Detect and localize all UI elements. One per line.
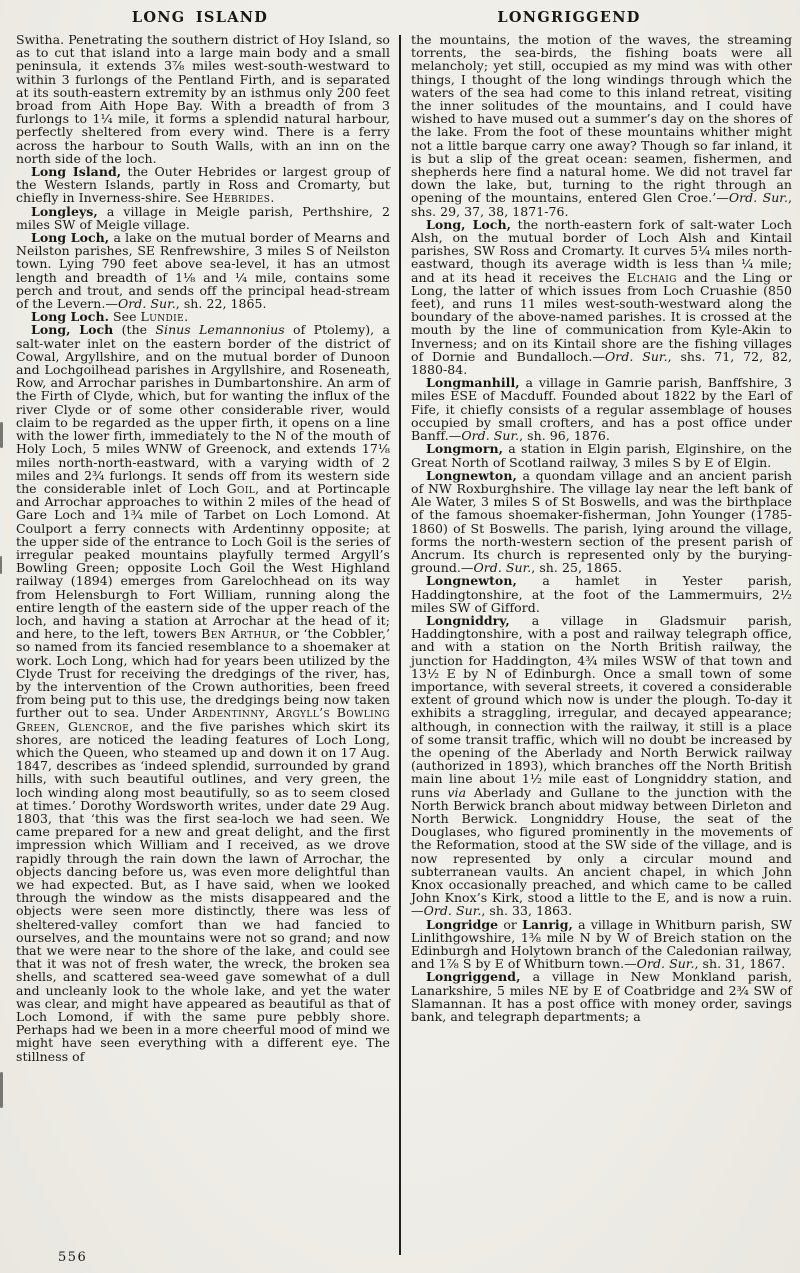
text-columns	[0, 33, 800, 1255]
entry-headword: Longmanhill,	[426, 375, 520, 391]
citation: Ord. Sur.	[473, 560, 532, 576]
citation: Ord. Sur.	[605, 348, 668, 364]
body-text: .	[184, 309, 189, 325]
entry-longridge	[411, 918, 792, 971]
body-text: a village in Whitburn parish, SW Linlithgowshire, 1⅜ mile N by W of Breich station on the Edinburgh and Holytown branch of the Caledonian railway, and 1⅞ S by E of Whitburn town.—	[411, 916, 792, 972]
body-text: the north-eastern fork of salt-water Loch Alsh, on the mutual border of Loch Alsh and Kintail parishes, SW Ross and Cromarty. It curves 5¼ miles north-eastward, though its average width is less than ¼ mile; and at its head it receives the	[411, 216, 792, 285]
body-text: a station in Elgin parish, Elginshire, on the Great North of Scotland railway, 3 miles S by E of Elgin.	[411, 441, 792, 470]
citation: Ord. Sur.	[461, 428, 520, 444]
body-text: , and the five parishes which skirt its shores, are noticed the leading features of Loch Long, which the Queen, who steamed up and down it on 17 Aug. 1847, describes as ‘indeed splendid, surrounded by grand hills, with such beautiful outlines, and very green, the loch winding along most beautifully, so as to seem closed at times.’ Dorothy Wordsworth writes, under date 29 Aug. 1803, that ‘this was the first sea-loch we had seen. We came prepared for a new and great delight, and the first impression which William and I received, as we drove rapidly through the rain down the lawn of Arrochar, the objects dancing before us, was even more delightful than we had expected. But, as I have said, when we looked through the window as the mists disappeared and the objects were seen more distinctly, there was less of sheltered-valley comfort than we had fancied to ourselves, and the mountains were not so grand; and now that we were near to the shore of the lake, and could see that it was not of fresh water, the wreck, the broken sea shells, and scattered sea-weed gave somewhat of a dull and uncleanly look to the whole lake, and yet the water was clear, and might have appeared as beautiful as that of Loch Lomond, if with the same pure pebbly shore. Perhaps had we been in a more cheerful mood of mind we might have seen everything with a different eye. The stillness of	[16, 718, 390, 1064]
body-text: the mountains, the motion of the waves, the streaming torrents, the sea-birds, the fishing boats were all melancholy; yet still, occupied as my mind was with other things, I thought of the long windings through which the waters of the sea had come to this inland retreat, visiting the inner solitudes of the mountains, and I could have wished to have mused out a summer’s day on the shores of the lake. From the foot of these mountains whither might not a little barque carry one away? Though so far inland, it is but a slip of the great ocean: seamen, fishermen, and shepherds here find a natural home. We did not travel far down the lake, but, turning to the right through an opening of the mountains, entered Glen Croe.’—	[411, 32, 792, 206]
body-text: of Ptolemy), a salt-water inlet on the eastern border of the district of Cowal, Argyllshire, and on the mutual border of Dunoon and Lochgoilhead parishes in Argyllshire, and Roseneath, Row, and Arrochar parishes in Dumbartonshire. An arm of the Firth of Clyde, which, but for wanting the influx of the river Clyde or of some other considerable river, would claim to be regarded as the upper firth, it opens on a line with the lower firth, immediately to the N of the mouth of Holy Loch, 5 miles WNW of Greenock, and extends 17⅛ miles north-north-eastward, with a varying width of 2 miles and 2¾ furlongs. It sends off from its western side the considerable inlet of Loch	[16, 322, 390, 496]
body-text: , sh. 31, 1867.	[694, 956, 786, 972]
citation: Ord. Sur.	[728, 190, 788, 206]
entry-headword: Longleys,	[31, 203, 98, 219]
entry-headword: Longnewton,	[426, 467, 517, 483]
body-text: a village in Gamrie parish, Banffshire, 3 miles ESE of Macduff. Founded about 1822 by the Earl of Fife, it chiefly consists of a regular assemblage of houses occupied by small crofters, and has a post office under Banff.—	[411, 375, 792, 444]
left-column	[0, 33, 399, 1255]
entry-longnewton-yester	[411, 574, 792, 614]
body-text: Aberlady and Gullane to the junction with the North Berwick branch about midway between Dirleton and North Berwick. Longniddry House, the seat of the Douglases, who figured prominently in the movements of the Reformation, stood at the SW side of the village, and is now represented by only a circular mound and subterranean vaults. An ancient chapel, in which John Knox occasionally preached, and which came to be called John Knox’s Kirk, stood a little to the E, and is now a ruin.—	[411, 784, 792, 919]
citation: Sinus Lemannonius	[155, 322, 285, 338]
body-text: the Outer Hebrides or largest group of the Western Islands, partly in Ross and Cromarty, but chiefly in Inverness-shire. See	[16, 164, 390, 206]
cross-reference: Hebrides	[212, 190, 271, 206]
entry-headword: Lanrig,	[522, 916, 573, 932]
body-text: .	[270, 190, 275, 206]
body-text: , sh. 22, 1865.	[175, 296, 267, 312]
cross-reference: Ben Arthur	[201, 626, 277, 642]
cross-reference: Elchaig	[626, 269, 677, 285]
running-head-left: LONG ISLAND	[131, 9, 269, 26]
citation: Ord. Sur.	[117, 296, 176, 312]
entry-longmanhill	[411, 376, 792, 442]
body-text: Switha. Penetrating the southern district of Hoy Island, so as to cut that island into a large main body and a small peninsula, it extends 3⅞ miles west-south-westward to within 3 furlongs of the Pentland Firth, and is separated at its south-eastern extremity by an isthmus only 200 feet broad from Aith Hope Bay. With a breadth of from 3 furlongs to 1¼ mile, it forms a splendid natural harbour, perfectly sheltered from every wind. There is a ferry across the harbour to South Walls, with an inn on the north side of the loch.	[16, 32, 390, 166]
page-number: 556	[58, 1250, 88, 1265]
body-text: , sh. 25, 1865.	[531, 560, 623, 576]
entry-longleys	[16, 205, 390, 231]
continuation-loch-long-quote	[411, 33, 792, 218]
body-text: , and at Portincaple and Arrochar approaches to within 2 miles of the head of Gare Loch and 1¾ mile of Tarbet on Loch Lomond. At Coulport a ferry connects with Ardentinny opposite; at the upper side of the entrance to Loch Goil is the series of irregular peaked mountains playfully termed Argyll’s Bowling Green; opposite Loch Goil the West Highland railway (1894) emerges from Garelochhead on its way from Helensburgh to Fort William, running along the entire length of the eastern side of the upper reach of the loch, and having a station at Arrochar at the head of it; and here, to the left, towers	[16, 480, 390, 642]
entry-headword: Longriggend,	[426, 969, 521, 985]
entry-longnewton-roxburghshire	[411, 469, 792, 575]
body-text: , or ‘the Cobbler,’ so named from its fancied resemblance to a shoemaker at work. Loch Long, which had for years been utilized by the Clyde Trust for receiving the dredgings of the river, has, by the intervention of the Crown authorities, been freed from being put to this use, the dredgings being now taken further out to sea. Under	[16, 626, 391, 721]
entry-headword: Long Island,	[31, 164, 122, 180]
citation: Ord. Sur.	[423, 903, 482, 919]
cross-reference: Goil	[226, 480, 256, 496]
entry-longriggend	[411, 970, 792, 1023]
body-text: a quondam village and an ancient parish of NW Roxburghshire. The village lay near the left bank of Ale Water, 3 miles S of St Boswells, and was the birthplace of the famous shoemaker-fisherman, John Younger (1785-1860) of St Boswells. The parish, lying around the village, forms the north-western section of the present parish of Ancrum. Its church is represented only by the burying-ground.—	[411, 467, 792, 576]
cross-reference: Ardentinny, Argyll’s Bowling Green, Glencroe	[16, 705, 390, 734]
body-text: , shs. 71, 72, 82, 1880-84.	[411, 348, 793, 378]
entry-headword: Longniddry,	[426, 612, 510, 628]
scan-artifact	[0, 422, 3, 448]
body-text: See	[108, 309, 141, 325]
entry-loch-long-argyll	[16, 323, 390, 1062]
entry-headword: Long Loch,	[31, 230, 110, 246]
body-text: (the	[113, 322, 156, 338]
body-text: , sh. 96, 1876.	[519, 428, 610, 444]
entry-headword: Long, Loch,	[426, 216, 511, 232]
entry-longmorn	[411, 442, 792, 468]
body-text: a lake on the mutual border of Mearns and Neilston parishes, SE Renfrewshire, 3 miles S of Neilston town. Lying 790 feet above sea-level, it has an utmost length and breadth of 1⅛ and ¼ mile, contains some perch and trout, and sends off the principal head-stream of the Levern.—	[16, 230, 390, 312]
body-text: , shs. 29, 37, 38, 1871-76.	[411, 190, 793, 219]
body-text: a village in Meigle parish, Perthshire, 2 miles SW of Meigle village.	[16, 203, 390, 232]
body-text: a hamlet in Yester parish, Haddingtonshire, at the foot of the Lammermuirs, 2½ miles SW of Gifford.	[411, 573, 792, 615]
entry-headword: Longnewton,	[426, 573, 517, 589]
entry-headword: Long Loch.	[31, 309, 109, 325]
citation: Ord. Sur.	[636, 956, 695, 972]
entry-long-island	[16, 165, 390, 205]
entry-headword: Longridge	[426, 916, 499, 932]
entry-headword: Longmorn,	[426, 441, 503, 457]
scan-artifact	[0, 1072, 3, 1108]
citation: via	[447, 784, 467, 800]
body-text: a village in Gladsmuir parish, Haddingtonshire, with a post and railway telegraph office, and with a station on the North British railway, the junction for Haddington, 4¾ miles WSW of that town and 13½ E by N of Edinburgh. Once a small town of some importance, with several streets, it covered a considerable extent of ground which now is under the plough. To-day it exhibits a straggling, irregular, and decayed appearance; although, in connection with the railway, it still is a place of some transit traffic, which will no doubt be increased by the opening of the Aberlady and North Berwick railway (authorized in 1893), which branches off the North British main line about 1½ mile east of Longniddry station, and runs	[411, 612, 792, 800]
entry-long-loch-renfrewshire	[16, 231, 390, 310]
body-text: and the Ling or Long, the latter of which issues from Loch Cruashie (850 feet), and runs 11 miles west-south-westward along the boundary of the above-named parishes. It is crossed at the mouth by the line of communication from Kyle-Akin to Inverness; and on its Kintail shore are the fishing villages of Dornie and Bundalloch.—	[411, 269, 792, 364]
entry-headword: Long, Loch	[31, 322, 114, 338]
running-heads	[0, 0, 800, 26]
running-head-right: LONGRIGGEND	[497, 9, 641, 26]
body-text: a village in New Monkland parish, Lanarkshire, 5 miles NE by E of Coatbridge and 2¾ SW of Slamannan. It has a post office with money order, savings bank, and telegraph departments; a	[411, 969, 792, 1025]
scan-artifact	[0, 556, 2, 574]
entry-longniddry	[411, 614, 792, 918]
cross-reference: Lundie	[140, 309, 185, 325]
right-column	[401, 33, 800, 1255]
body-text: , sh. 33, 1863.	[481, 903, 573, 919]
continuation-switha	[16, 33, 390, 165]
body-text: or	[498, 916, 523, 932]
entry-loch-long-alsh	[411, 218, 792, 376]
